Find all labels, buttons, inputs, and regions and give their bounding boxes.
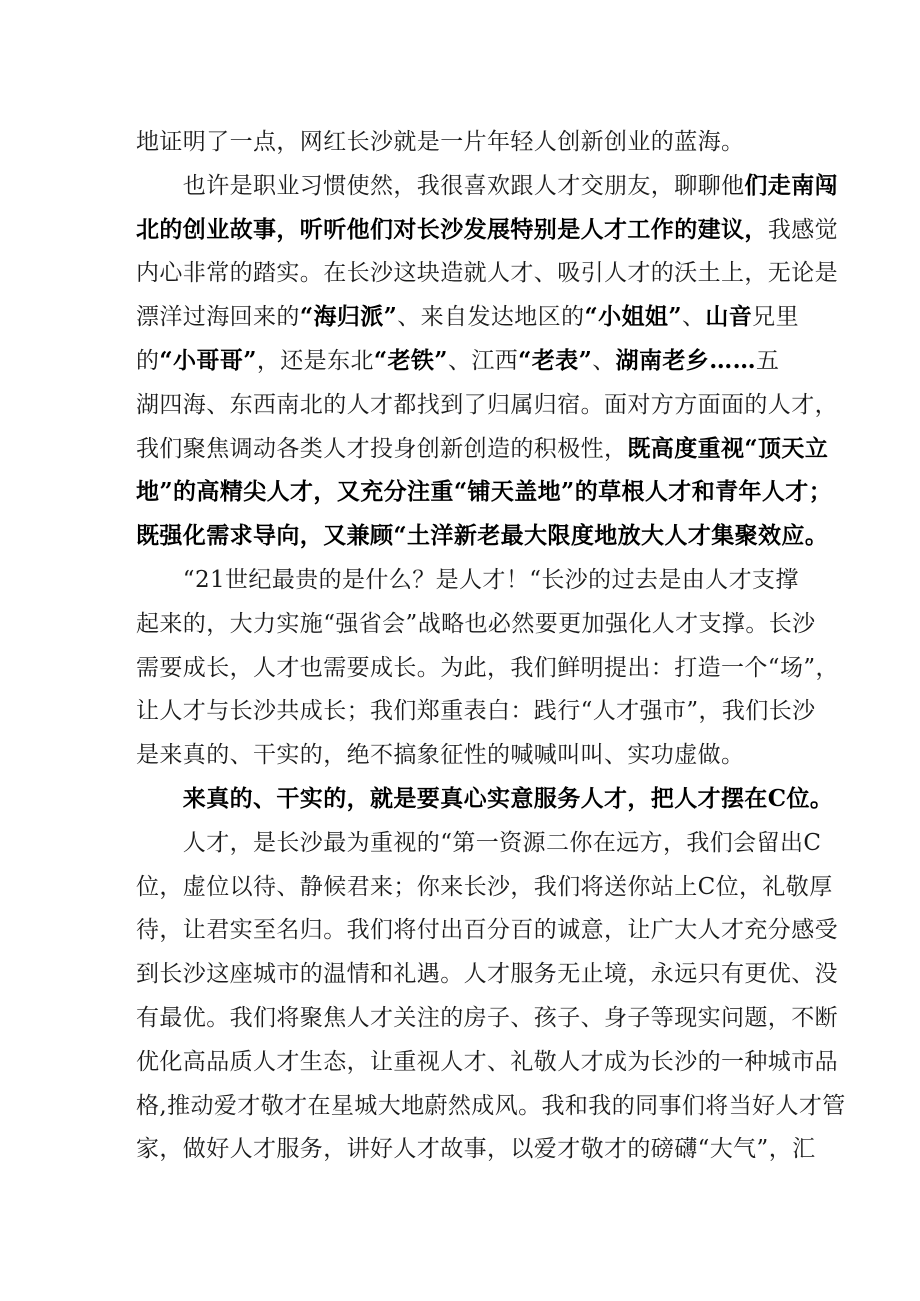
text-line	[136, 915, 838, 945]
text-run: 也许是职业习惯使然，我很喜欢跟人才交朋友，聊聊他	[136, 173, 745, 199]
text-run: ，还是东北	[256, 348, 374, 374]
text-line	[136, 215, 839, 245]
text-line	[136, 653, 839, 683]
text-line	[136, 390, 838, 420]
bold-text-run: 北的创业故事，听听他们对长沙发展特别是人才工作的建议，	[136, 216, 768, 243]
text-run: 我感觉	[767, 217, 839, 243]
text-run: 人才，是长沙最为重视的“第一资源二你在远方，我们会留出C	[136, 830, 822, 856]
text-line	[136, 828, 822, 858]
text-line	[136, 1134, 816, 1164]
text-line	[136, 959, 838, 989]
text-line	[136, 521, 829, 551]
bold-text-run: 来真的、干实的，就是要真心实意服务人才，把人才摆在C位。	[136, 785, 834, 812]
text-run: 优化高品质人才生态，让重视人才、礼敬人才成为长沙的一种城市品	[136, 1049, 838, 1075]
text-run: 是来真的、干实的，绝不搞象征性的喊喊叫叫、实功虚做。	[136, 742, 745, 768]
text-line	[136, 872, 833, 902]
text-run: 我们聚焦调动各类人才投身创新创造的积极性，	[136, 436, 628, 462]
bold-text-run: 们走南闯	[744, 172, 839, 199]
bold-text-run: 湖南老乡……	[615, 347, 757, 374]
text-run: 地证明了一点，网红长沙就是一片年轻人创新创业的蓝海。	[136, 129, 745, 155]
text-line	[136, 740, 796, 770]
text-run: 有最优。我们将聚焦人才关注的房子、孩子、身子等现实问题，不断	[136, 1005, 838, 1031]
text-run: 的	[136, 348, 160, 374]
bold-text-run: 既高度重视“顶天立	[627, 435, 829, 462]
text-run: 格,推动爱才敬才在星城大地蔚然成风。我和我的同事们将当好人才管	[136, 1093, 846, 1119]
text-run: 内心非常的踏实。在长沙这块造就人才、吸引人才的沃土上，无论是	[136, 260, 838, 286]
text-line	[136, 258, 838, 288]
text-line	[136, 565, 799, 595]
text-run: 、江西	[447, 348, 519, 374]
text-line	[136, 171, 839, 201]
text-line	[136, 1047, 838, 1077]
text-line	[136, 346, 796, 376]
text-run: 起来的，大力实施“强省会”战略也必然要更加强化人才支撑。长沙	[136, 611, 816, 637]
text-run: 湖四海、东西南北的人才都找到了归属归宿。面对方方面面的人才，	[136, 392, 838, 418]
text-run: 、来自发达地区的	[397, 304, 585, 330]
text-run: 家，做好人才服务，讲好人才故事，以爱才敬才的磅礴“大气”，汇	[136, 1136, 816, 1162]
bold-text-run: “小哥哥”	[159, 347, 257, 374]
text-line	[136, 302, 799, 332]
bold-text-run: 地”的高精尖人才，又充分注重“铺天盖地”的草根人才和青年人才；	[136, 478, 833, 505]
text-line	[136, 696, 816, 726]
text-run: “21世纪最贵的是什么？是人才！“长沙的过去是由人才支撑	[136, 567, 799, 593]
text-line	[136, 1003, 838, 1033]
text-run: 需要成长，人才也需要成长。为此，我们鲜明提出：打造一个“场”，	[136, 655, 839, 681]
text-run: 兄里	[752, 304, 799, 330]
text-line	[136, 127, 796, 157]
text-run: 五	[756, 348, 780, 374]
text-run: 、	[681, 304, 706, 330]
text-line	[136, 434, 829, 464]
bold-text-run: 山音	[705, 303, 753, 330]
text-line	[136, 784, 834, 814]
text-line	[136, 1091, 846, 1121]
bold-text-run: “老铁”	[373, 347, 448, 374]
bold-text-run: 既强化需求导向，又兼顾“土洋新老最大限度地放大人才集聚效应。	[136, 522, 829, 549]
text-run: 、	[592, 348, 616, 374]
bold-text-run: “海归派”	[299, 303, 398, 330]
text-run: 漂洋过海回来的	[136, 304, 300, 330]
text-line	[136, 477, 833, 507]
bold-text-run: “老表”	[518, 347, 593, 374]
text-run: 到长沙这座城市的温情和礼遇。人才服务无止境，永远只有更优、没	[136, 961, 838, 987]
text-run: 位，虚位以待、静候君来；你来长沙，我们将送你站上C位，礼敬厚	[136, 874, 833, 900]
text-line	[136, 609, 816, 639]
bold-text-run: “小姐姐”	[584, 303, 682, 330]
text-run: 让人才与长沙共成长；我们郑重表白：践行“人才强市”，我们长沙	[136, 698, 816, 724]
text-run: 待，让君实至名归。我们将付出百分百的诚意，让广大人才充分感受	[136, 917, 838, 943]
